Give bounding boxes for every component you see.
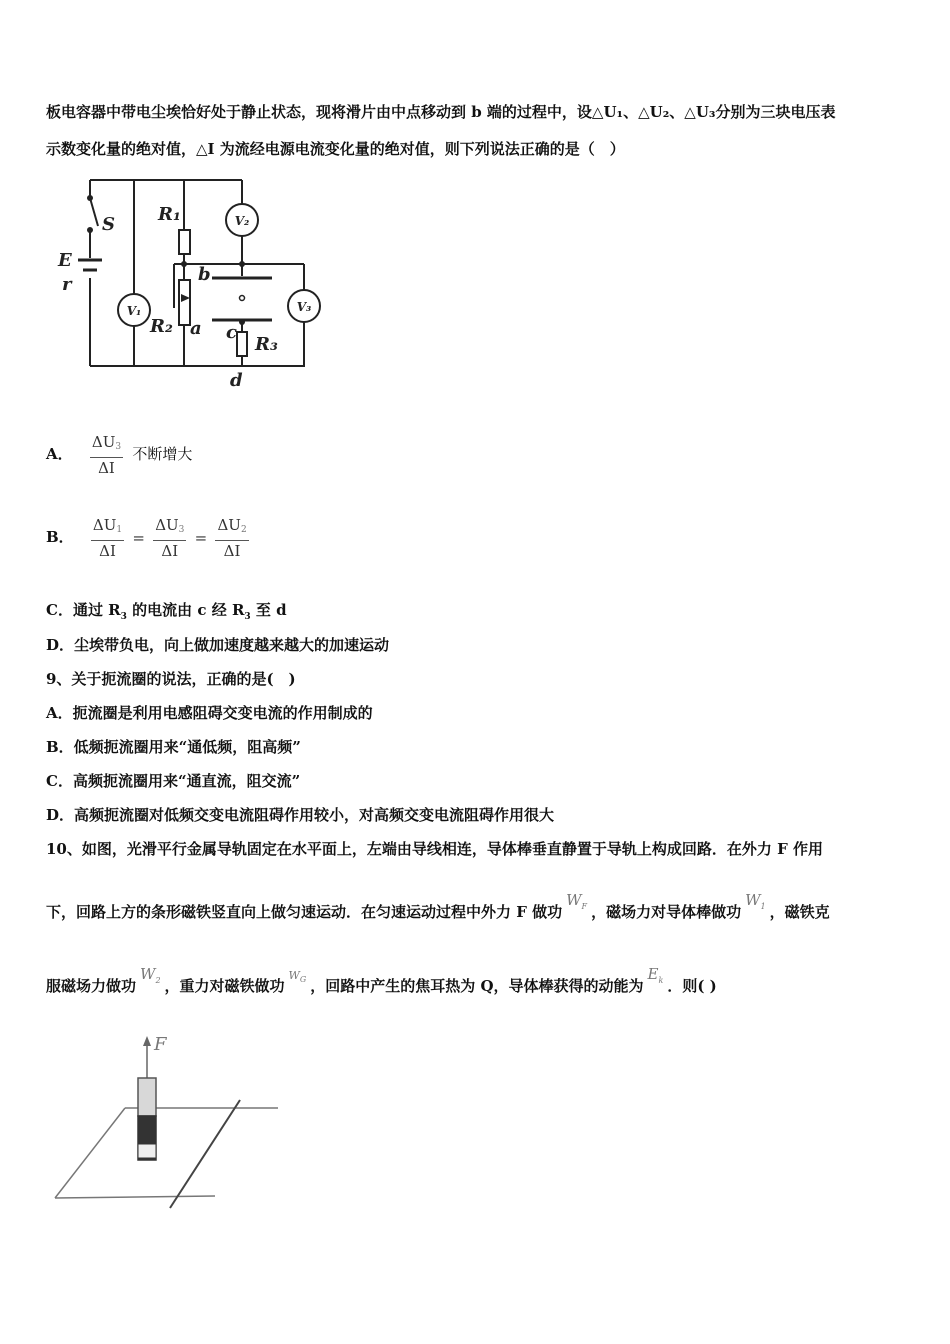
text-segment: ．则( ) bbox=[667, 977, 717, 995]
fraction-du3-di bbox=[90, 432, 123, 478]
fraction-denominator: ΔI bbox=[99, 542, 116, 560]
option-d-label: D． bbox=[46, 636, 75, 654]
subscript: 3 bbox=[244, 612, 251, 622]
text-segment: ，重力对磁铁做功 bbox=[164, 977, 285, 995]
option-a-text: 不断增大 bbox=[132, 445, 193, 463]
text-segment: 服磁场力做功 bbox=[46, 977, 137, 995]
var-wf bbox=[566, 891, 587, 909]
text-segment: ，磁场力对导体棒做功 bbox=[591, 903, 742, 921]
var-subscript: G bbox=[299, 975, 307, 985]
label-v2: V₂ bbox=[234, 214, 250, 228]
text-segment: 下，回路上方的条形磁铁竖直向上做匀速运动．在匀速运动过程中外力 F 做功 bbox=[46, 903, 563, 921]
label-r3: R₃ bbox=[255, 334, 278, 355]
label-internal-resistance: r bbox=[62, 274, 72, 295]
fraction-du3-di bbox=[153, 515, 186, 561]
magnet-rail-diagram bbox=[50, 1028, 290, 1208]
rail-left-connector bbox=[55, 1108, 125, 1198]
var-w1 bbox=[745, 891, 766, 909]
fraction-numerator: ΔU bbox=[217, 516, 241, 534]
fraction-numerator-subscript: 2 bbox=[240, 525, 247, 535]
option-d[interactable] bbox=[46, 635, 389, 655]
dust-particle bbox=[240, 296, 245, 301]
fraction-du1-di bbox=[91, 515, 124, 561]
switch-lever bbox=[90, 198, 98, 226]
text-segment: ，磁铁克 bbox=[769, 903, 830, 921]
fraction-denominator: ΔI bbox=[223, 542, 241, 560]
label-a: a bbox=[190, 318, 202, 339]
fraction-numerator-subscript: 1 bbox=[116, 525, 123, 535]
fraction-numerator: ΔU bbox=[155, 516, 179, 534]
option-a-label: A． bbox=[46, 445, 73, 463]
question-9-option-d[interactable]: D．高频扼流圈对低频交变电流阻碍作用较小，对高频交变电流阻碍作用很大 bbox=[46, 806, 555, 824]
fraction-numerator-subscript: 3 bbox=[115, 442, 122, 452]
fraction-numerator: ΔU bbox=[92, 516, 117, 534]
label-switch: S bbox=[102, 214, 115, 235]
var-wg bbox=[288, 969, 307, 985]
option-c-label: C． bbox=[46, 601, 73, 619]
question-9-option-c[interactable]: C．高频扼流圈用来“通直流，阻交流” bbox=[46, 772, 301, 790]
var-letter: W bbox=[288, 969, 300, 982]
circuit-diagram bbox=[50, 168, 340, 393]
label-emf: E bbox=[58, 250, 72, 271]
option-c-text-c: 至 d bbox=[250, 601, 287, 619]
fraction-numerator-subscript: 3 bbox=[178, 525, 185, 535]
magnet-end-cap bbox=[138, 1144, 156, 1158]
fraction-du2-di bbox=[215, 515, 248, 561]
conductor-rod bbox=[170, 1100, 240, 1208]
option-c[interactable] bbox=[46, 600, 287, 627]
option-a[interactable] bbox=[46, 432, 192, 476]
var-letter: W bbox=[140, 965, 156, 983]
force-label: F bbox=[154, 1034, 167, 1055]
fraction-numerator: ΔU bbox=[91, 433, 116, 451]
resistor-r2-symbol bbox=[179, 280, 190, 325]
label-c: c bbox=[226, 322, 237, 343]
label-v1: V₁ bbox=[126, 304, 142, 318]
rail-bottom bbox=[55, 1196, 215, 1198]
label-b: b bbox=[198, 264, 211, 285]
option-b-label: B． bbox=[46, 528, 74, 546]
var-subscript: 1 bbox=[760, 902, 766, 911]
slider-arrow bbox=[181, 294, 190, 302]
fraction-denominator: ΔI bbox=[98, 459, 115, 477]
label-v3: V₃ bbox=[296, 300, 312, 314]
var-letter: E bbox=[647, 965, 659, 983]
question-9-option-a[interactable]: A．扼流圈是利用电感阻碍交变电流的作用制成的 bbox=[46, 704, 373, 722]
label-r2: R₂ bbox=[150, 316, 173, 337]
question-8-stem-line-1: 板电容器中带电尘埃恰好处于静止状态，现将滑片由中点移动到 b 端的过程中，设△U₁、△U₂、△U₃分别为三块电压表 bbox=[46, 103, 836, 121]
option-b[interactable] bbox=[46, 515, 249, 559]
question-10-line-2 bbox=[46, 891, 830, 929]
fraction-denominator: ΔI bbox=[161, 542, 179, 560]
subscript: 3 bbox=[120, 612, 127, 622]
option-c-text-b: 的电流由 c 经 R bbox=[126, 601, 245, 619]
var-ek bbox=[648, 965, 664, 983]
question-8-stem-line-2: 示数变化量的绝对值，△I 为流经电源电流变化量的绝对值，则下列说法正确的是（ ） bbox=[46, 140, 625, 158]
option-c-text-a: 通过 R bbox=[72, 601, 121, 619]
var-subscript: F bbox=[581, 902, 588, 911]
equals-sign: = bbox=[132, 529, 145, 547]
var-subscript: 2 bbox=[155, 976, 161, 985]
magnet-north-half bbox=[138, 1078, 156, 1116]
resistor-r1-symbol bbox=[179, 230, 190, 254]
option-d-text: 尘埃带负电，向上做加速度越来越大的加速运动 bbox=[74, 636, 390, 654]
label-r1: R₁ bbox=[158, 204, 181, 225]
var-subscript: k bbox=[658, 976, 664, 985]
question-9-option-b[interactable]: B．低频扼流圈用来“通低频，阻高频” bbox=[46, 738, 301, 756]
label-d: d bbox=[230, 370, 243, 391]
var-w2 bbox=[140, 965, 161, 983]
question-10-line-3 bbox=[46, 965, 717, 1003]
question-10-line-1: 10、如图，光滑平行金属导轨固定在水平面上，左端由导线相连，导体棒垂直静置于导轨上构成回路．在外力 F 作用 bbox=[46, 840, 823, 858]
force-arrow-head bbox=[143, 1036, 151, 1046]
equals-sign: = bbox=[194, 529, 208, 547]
resistor-r3-symbol bbox=[237, 332, 247, 356]
text-segment: ，回路中产生的焦耳热为 Q，导体棒获得的动能为 bbox=[310, 977, 644, 995]
question-9-stem: 9、关于扼流圈的说法，正确的是( ) bbox=[46, 670, 296, 688]
var-letter: W bbox=[745, 891, 761, 909]
var-letter: W bbox=[566, 891, 582, 909]
